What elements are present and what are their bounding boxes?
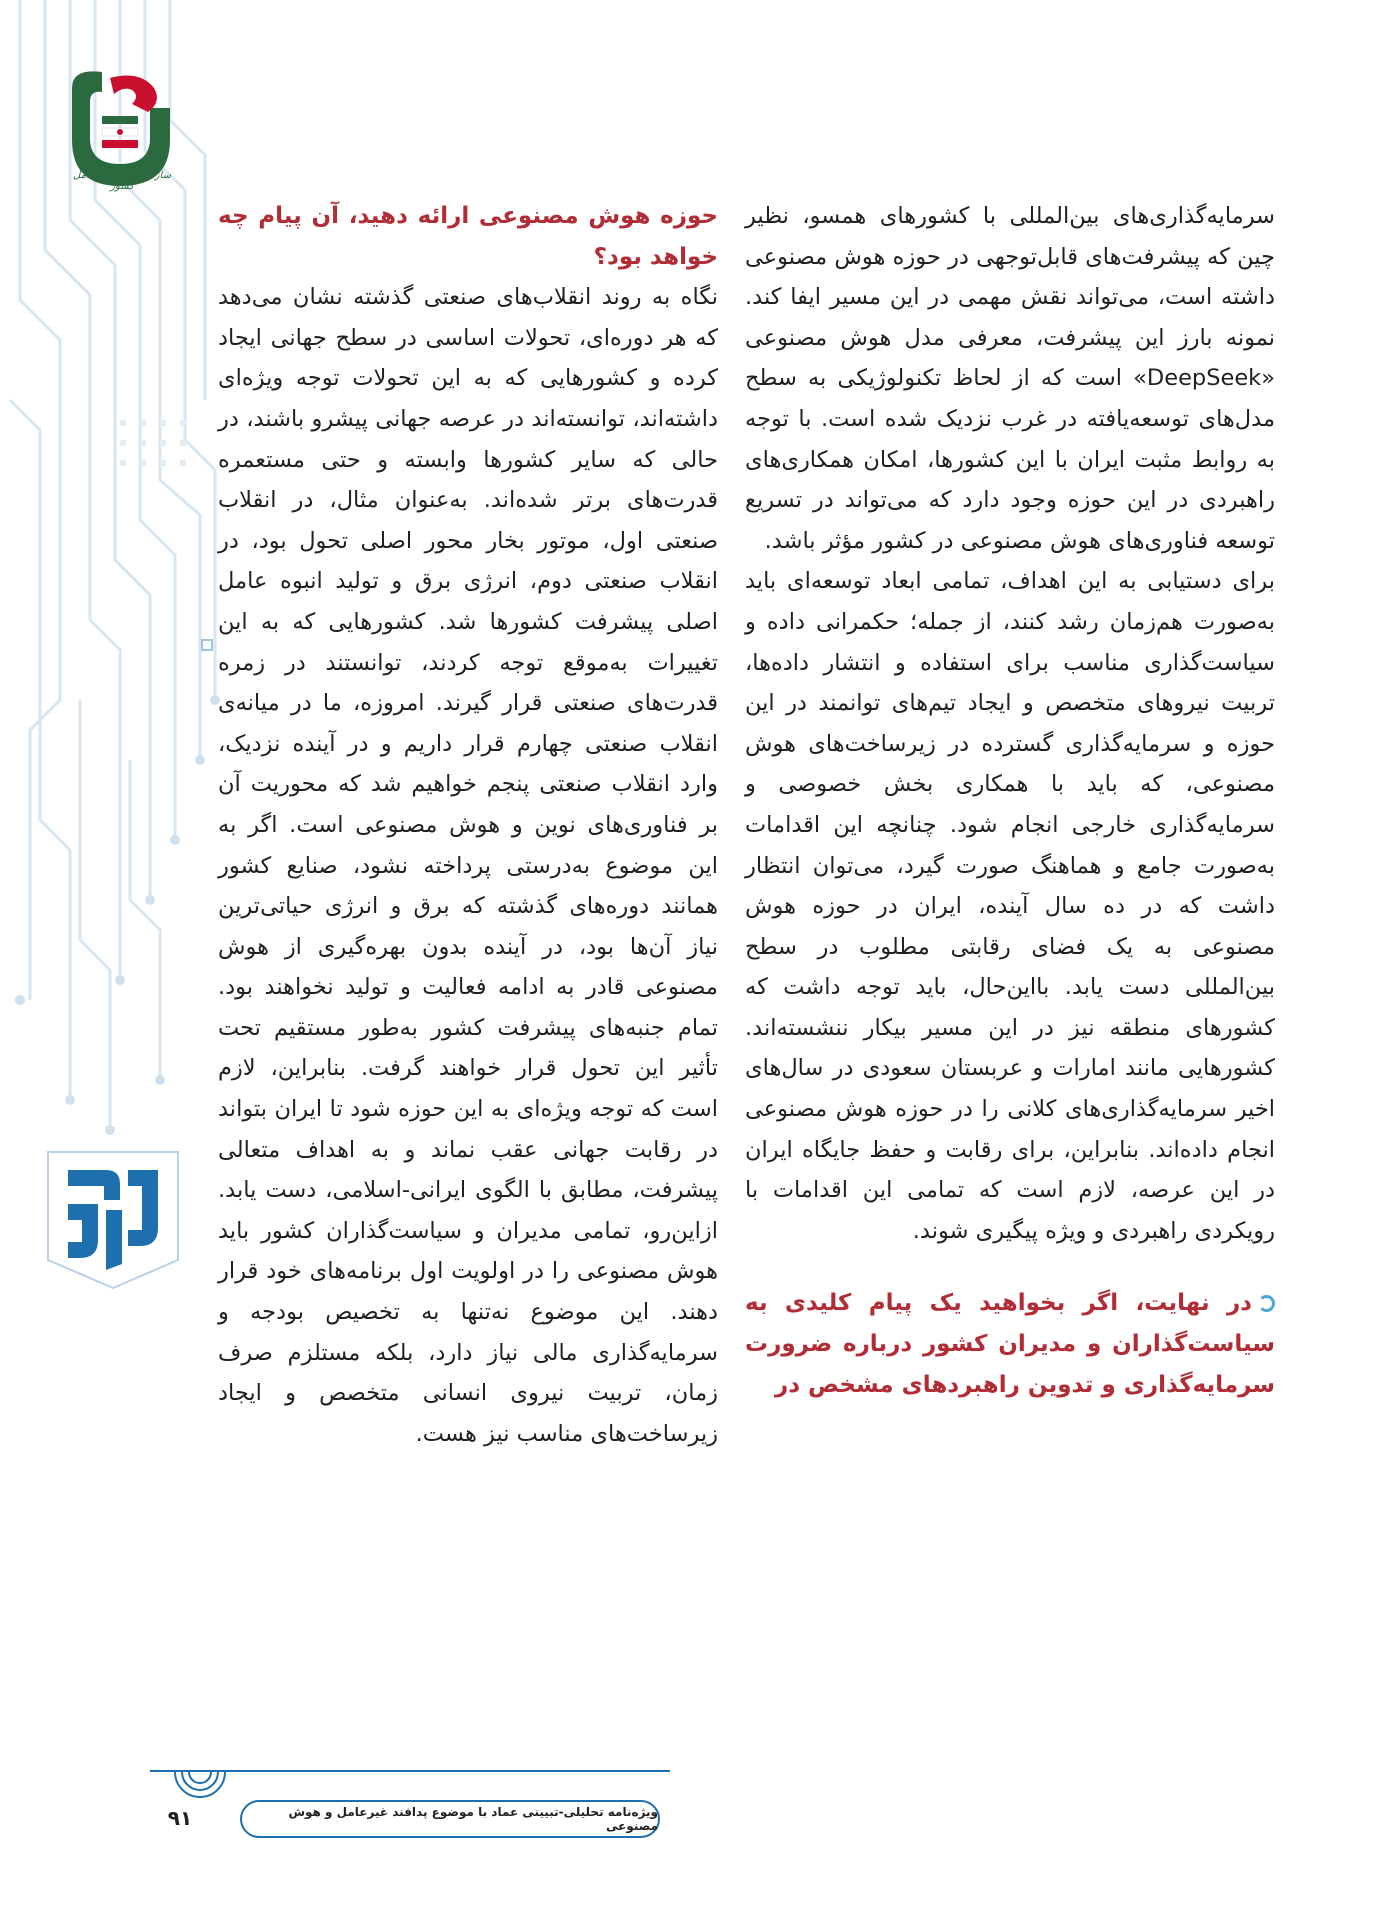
left-column <box>218 196 718 1454</box>
right-paragraph-2: برای دستیابی به این اهداف، تمامی ابعاد توسعه‌ای باید به‌صورت هم‌زمان رشد کنند، از جمله؛ حکمرانی داده و سیاست‌گذاری مناسب برای استفاده و انتشار داده‌ها، تربیت نیروهای متخصص و ایجاد تیم‌های توانمند در این حوزه و سرمایه‌گذاری گسترده در زیرساخت‌های هوش مصنوعی، که باید با همکاری بخش خصوصی و سرمایه‌گذاری خارجی انجام شود. چنانچه این اقدامات به‌صورت جامع و هماهنگ صورت گیرد، می‌توان انتظار داشت که در ده سال آینده، ایران در حوزه هوش مصنوعی به یک فضای رقابتی مطلوب در سطح بین‌المللی دست یابد. بااین‌حال، باید توجه داشت که کشورهای منطقه نیز در این مسیر بیکار ننشسته‌اند. کشورهایی مانند امارات و عربستان سعودی در سال‌های اخیر سرمایه‌گذاری‌های کلانی را در حوزه هوش مصنوعی انجام داده‌اند. بنابراین، برای رقابت و حفظ جایگاه ایران در این عرصه، لازم است که تمامی این اقدامات با رویکردی راهبردی و ویژه پیگیری شوند. <box>745 568 1275 1244</box>
emad-logo-icon <box>28 1140 188 1290</box>
footer-title: ویژه‌نامه تحلیلی-تبیینی عماد با موضوع پدافند غیرعامل و هوش مصنوعی <box>288 1805 658 1833</box>
footer-divider <box>150 1770 670 1772</box>
right-column <box>745 196 1275 1405</box>
footer-title-box <box>240 1800 660 1838</box>
swirl-bullet-icon <box>1258 1295 1275 1312</box>
right-paragraph-1: سرمایه‌گذاری‌های بین‌المللی با کشورهای همسو، نظیر چین که پیشرفت‌های قابل‌توجهی در حوزه هوش مصنوعی داشته است، می‌تواند نقش مهمی در این مسیر ایفا کند. نمونه بارز این پیشرفت، معرفی مدل هوش مصنوعی «DeepSeek» است که از لحاظ تکنولوژیکی به سطح مدل‌های توسعه‌یافته در غرب نزدیک شده است. با توجه به روابط مثبت ایران با این کشورها، امکان همکاری‌های راهبردی در این حوزه وجود دارد که می‌تواند در تسریع توسعه فناوری‌های هوش مصنوعی در کشور مؤثر باشد. <box>745 203 1275 554</box>
circuit-background <box>0 0 225 1929</box>
question-heading <box>745 1283 1275 1405</box>
page-number: ۹۱ <box>167 1806 193 1830</box>
question-text: در نهایت، اگر بخواهید یک پیام کلیدی به سیاست‌گذاران و مدیران کشور درباره ضرورت سرمایه‌گذاری و تدوین راهبردهای مشخص در <box>745 1290 1275 1398</box>
left-paragraph-1: نگاه به روند انقلاب‌های صنعتی گذشته نشان می‌دهد که هر دوره‌ای، تحولات اساسی در سطح جهانی ایجاد کرده و کشورهایی که به این تحولات توجه ویژه‌ای داشته‌اند، توانسته‌اند در عرصه جهانی پیشرو باشند، در حالی که سایر کشورها وابسته و حتی مستعمره قدرت‌های برتر شده‌اند. به‌عنوان مثال، در انقلاب صنعتی اول، موتور بخار محور اصلی تحول بود، در انقلاب صنعتی دوم، انرژی برق و تولید انبوه عامل اصلی پیشرفت کشورها شد. کشورهایی که به این تغییرات به‌موقع توجه کردند، توانستند در زمره قدرت‌های صنعتی قرار گیرند. امروزه، ما در میانه‌ی انقلاب صنعتی چهارم قرار داریم و در آینده نزدیک، وارد انقلاب صنعتی پنجم خواهیم شد که محوریت آن بر فناوری‌های نوین و هوش مصنوعی است. اگر به این موضوع به‌درستی پرداخته نشود، صنایع کشور همانند دوره‌های گذشته که برق و انرژی حیاتی‌ترین نیاز آن‌ها بود، در آینده بدون بهره‌گیری از هوش مصنوعی قادر به ادامه فعالیت و تولید نخواهند بود. تمام جنبه‌های پیشرفت کشور به‌طور مستقیم تحت تأثیر این تحول قرار خواهند گرفت. بنابراین، لازم است که توجه ویژه‌ای به این حوزه شود تا ایران بتواند در رقابت جهانی عقب نماند و به اهداف متعالی پیشرفت، مطابق با الگوی ایرانی-اسلامی، دست یابد. ازاین‌رو، تمامی مدیران و سیاست‌گذاران کشور باید هوش مصنوعی را در اولویت اول برنامه‌های خود قرار دهند. این موضوع نه‌تنها به تخصیص بودجه و سرمایه‌گذاری مالی نیاز دارد، بلکه مستلزم صرف زمان، تربیت نیروی انسانی متخصص و ایجاد زیرساخت‌های مناسب نیز هست. <box>218 284 718 1447</box>
org-logo-text: سازمان پدافند غیرعامل کشور <box>73 170 171 192</box>
question-heading-continued: حوزه هوش مصنوعی ارائه دهید، آن پیام چه خواهد بود؟ <box>218 203 718 270</box>
footer-swirl-icon <box>170 1750 230 1810</box>
